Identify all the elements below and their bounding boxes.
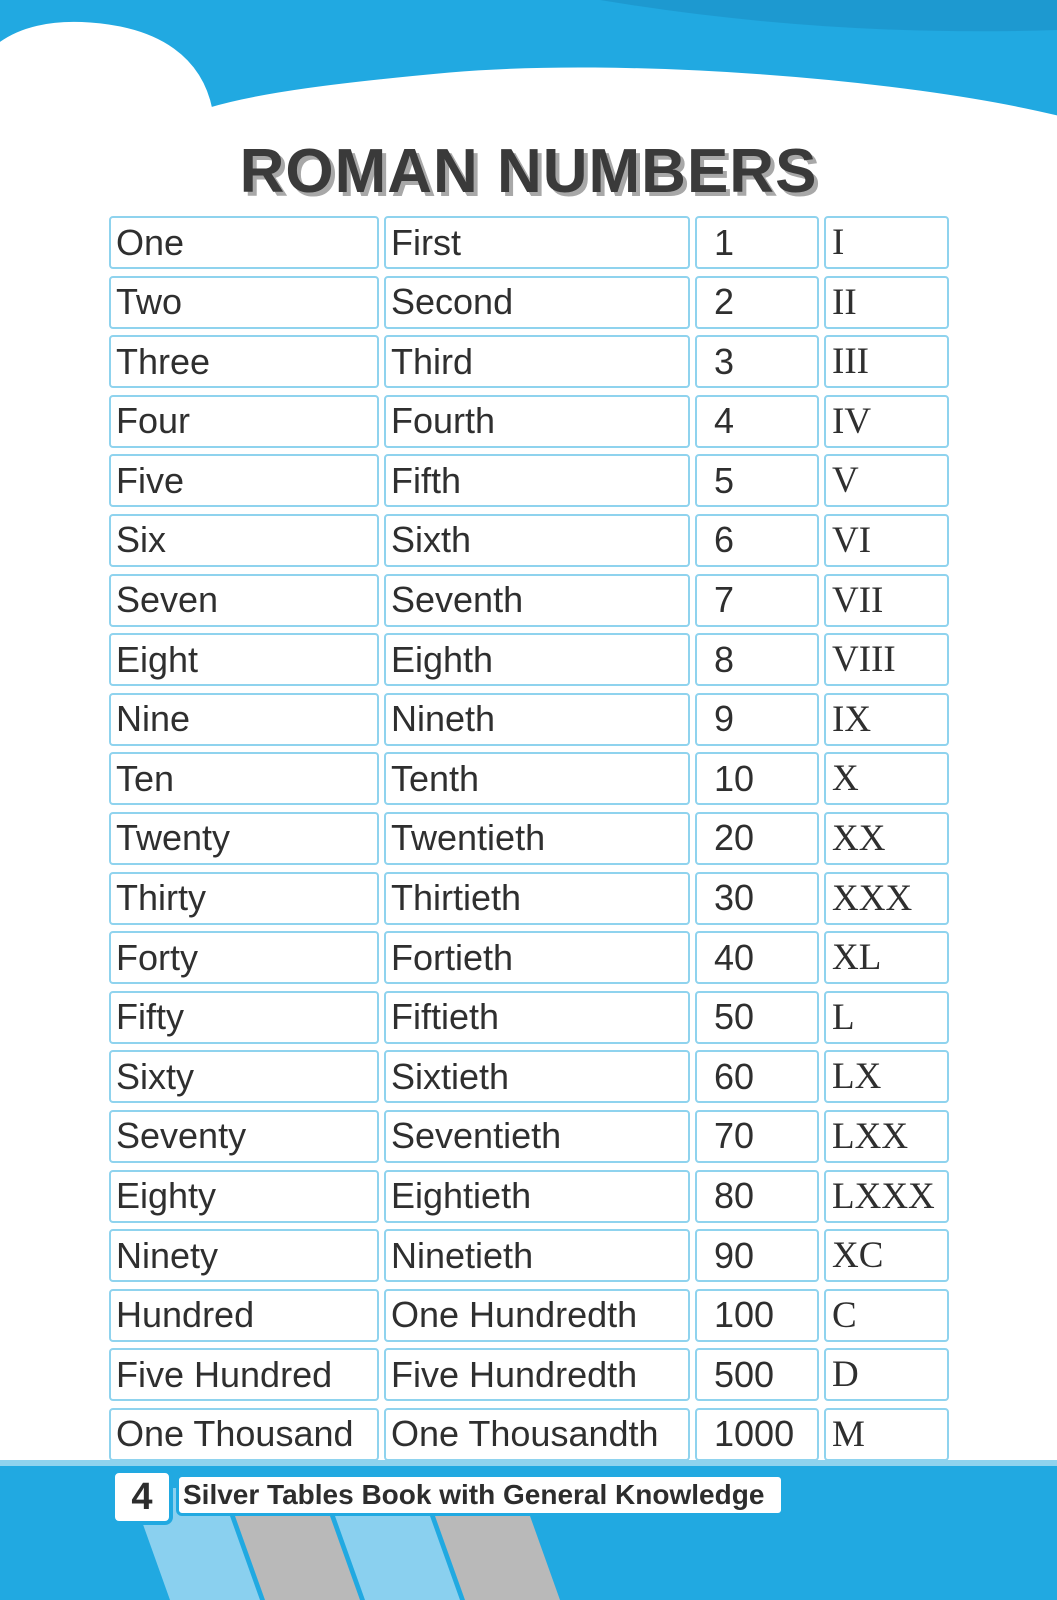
ordinal-word-cell: Five Hundredth bbox=[384, 1348, 690, 1401]
ordinal-word-cell: Thirtieth bbox=[384, 872, 690, 925]
header-wave-decoration bbox=[0, 0, 1057, 140]
roman-numeral-cell: V bbox=[824, 454, 949, 507]
book-title-banner: Silver Tables Book with General Knowledge bbox=[176, 1474, 784, 1516]
ordinal-word-cell: Sixth bbox=[384, 514, 690, 567]
number-word-cell: Five Hundred bbox=[109, 1348, 379, 1401]
table-row bbox=[109, 1050, 949, 1110]
roman-numeral-cell: X bbox=[824, 752, 949, 805]
number-word-cell: Eighty bbox=[109, 1170, 379, 1223]
table-row bbox=[109, 1170, 949, 1230]
roman-numeral-cell: IX bbox=[824, 693, 949, 746]
number-word-cell: Six bbox=[109, 514, 379, 567]
arabic-number-cell: 9 bbox=[695, 693, 819, 746]
table-row bbox=[109, 216, 949, 276]
ordinal-word-cell: One Thousandth bbox=[384, 1408, 690, 1461]
arabic-number-cell: 2 bbox=[695, 276, 819, 329]
ordinal-word-cell: Tenth bbox=[384, 752, 690, 805]
roman-numeral-cell: I bbox=[824, 216, 949, 269]
ordinal-word-cell: Second bbox=[384, 276, 690, 329]
roman-numeral-cell: XXX bbox=[824, 872, 949, 925]
ordinal-word-cell: Fifth bbox=[384, 454, 690, 507]
number-word-cell: Hundred bbox=[109, 1289, 379, 1342]
number-word-cell: Seven bbox=[109, 574, 379, 627]
roman-numeral-cell: LXX bbox=[824, 1110, 949, 1163]
number-word-cell: Five bbox=[109, 454, 379, 507]
number-word-cell: Ninety bbox=[109, 1229, 379, 1282]
roman-numeral-cell: VIII bbox=[824, 633, 949, 686]
ordinal-word-cell: Sixtieth bbox=[384, 1050, 690, 1103]
arabic-number-cell: 4 bbox=[695, 395, 819, 448]
arabic-number-cell: 1 bbox=[695, 216, 819, 269]
table-row bbox=[109, 335, 949, 395]
number-word-cell: Four bbox=[109, 395, 379, 448]
ordinal-word-cell: Seventh bbox=[384, 574, 690, 627]
arabic-number-cell: 50 bbox=[695, 991, 819, 1044]
roman-numeral-cell: LX bbox=[824, 1050, 949, 1103]
table-row bbox=[109, 574, 949, 634]
table-row bbox=[109, 1348, 949, 1408]
roman-numeral-cell: XX bbox=[824, 812, 949, 865]
table-row bbox=[109, 276, 949, 336]
table-row bbox=[109, 752, 949, 812]
arabic-number-cell: 3 bbox=[695, 335, 819, 388]
table-row bbox=[109, 1110, 949, 1170]
number-word-cell: Eight bbox=[109, 633, 379, 686]
table-row bbox=[109, 633, 949, 693]
roman-numeral-cell: VI bbox=[824, 514, 949, 567]
ordinal-word-cell: First bbox=[384, 216, 690, 269]
table-row bbox=[109, 693, 949, 753]
ordinal-word-cell: Fiftieth bbox=[384, 991, 690, 1044]
arabic-number-cell: 8 bbox=[695, 633, 819, 686]
ordinal-word-cell: Fortieth bbox=[384, 931, 690, 984]
table-row bbox=[109, 395, 949, 455]
table-row bbox=[109, 514, 949, 574]
number-word-cell: Fifty bbox=[109, 991, 379, 1044]
arabic-number-cell: 6 bbox=[695, 514, 819, 567]
ordinal-word-cell: One Hundredth bbox=[384, 1289, 690, 1342]
arabic-number-cell: 80 bbox=[695, 1170, 819, 1223]
roman-numeral-cell: XC bbox=[824, 1229, 949, 1282]
arabic-number-cell: 70 bbox=[695, 1110, 819, 1163]
number-word-cell: Seventy bbox=[109, 1110, 379, 1163]
arabic-number-cell: 100 bbox=[695, 1289, 819, 1342]
number-word-cell: Ten bbox=[109, 752, 379, 805]
ordinal-word-cell: Twentieth bbox=[384, 812, 690, 865]
table-row bbox=[109, 1408, 949, 1468]
arabic-number-cell: 20 bbox=[695, 812, 819, 865]
page-number-badge: 4 bbox=[111, 1469, 173, 1525]
number-word-cell: One bbox=[109, 216, 379, 269]
table-row bbox=[109, 454, 949, 514]
number-word-cell: Three bbox=[109, 335, 379, 388]
ordinal-word-cell: Nineth bbox=[384, 693, 690, 746]
number-word-cell: One Thousand bbox=[109, 1408, 379, 1461]
roman-numeral-cell: L bbox=[824, 991, 949, 1044]
roman-numeral-cell: III bbox=[824, 335, 949, 388]
number-word-cell: Sixty bbox=[109, 1050, 379, 1103]
ordinal-word-cell: Eightieth bbox=[384, 1170, 690, 1223]
arabic-number-cell: 1000 bbox=[695, 1408, 819, 1461]
number-word-cell: Nine bbox=[109, 693, 379, 746]
roman-numeral-cell: VII bbox=[824, 574, 949, 627]
ordinal-word-cell: Seventieth bbox=[384, 1110, 690, 1163]
table-row bbox=[109, 1289, 949, 1349]
ordinal-word-cell: Eighth bbox=[384, 633, 690, 686]
arabic-number-cell: 7 bbox=[695, 574, 819, 627]
table-row bbox=[109, 991, 949, 1051]
ordinal-word-cell: Ninetieth bbox=[384, 1229, 690, 1282]
roman-numeral-cell: M bbox=[824, 1408, 949, 1461]
roman-numbers-table bbox=[109, 216, 949, 1467]
table-row bbox=[109, 931, 949, 991]
arabic-number-cell: 30 bbox=[695, 872, 819, 925]
roman-numeral-cell: LXXX bbox=[824, 1170, 949, 1223]
arabic-number-cell: 40 bbox=[695, 931, 819, 984]
ordinal-word-cell: Fourth bbox=[384, 395, 690, 448]
roman-numeral-cell: D bbox=[824, 1348, 949, 1401]
table-row bbox=[109, 1229, 949, 1289]
arabic-number-cell: 90 bbox=[695, 1229, 819, 1282]
roman-numeral-cell: II bbox=[824, 276, 949, 329]
number-word-cell: Two bbox=[109, 276, 379, 329]
ordinal-word-cell: Third bbox=[384, 335, 690, 388]
number-word-cell: Thirty bbox=[109, 872, 379, 925]
roman-numeral-cell: XL bbox=[824, 931, 949, 984]
roman-numeral-cell: IV bbox=[824, 395, 949, 448]
page-title: ROMAN NUMBERS bbox=[239, 137, 818, 206]
roman-numeral-cell: C bbox=[824, 1289, 949, 1342]
number-word-cell: Twenty bbox=[109, 812, 379, 865]
arabic-number-cell: 5 bbox=[695, 454, 819, 507]
arabic-number-cell: 500 bbox=[695, 1348, 819, 1401]
number-word-cell: Forty bbox=[109, 931, 379, 984]
table-row bbox=[109, 872, 949, 932]
arabic-number-cell: 60 bbox=[695, 1050, 819, 1103]
arabic-number-cell: 10 bbox=[695, 752, 819, 805]
table-row bbox=[109, 812, 949, 872]
